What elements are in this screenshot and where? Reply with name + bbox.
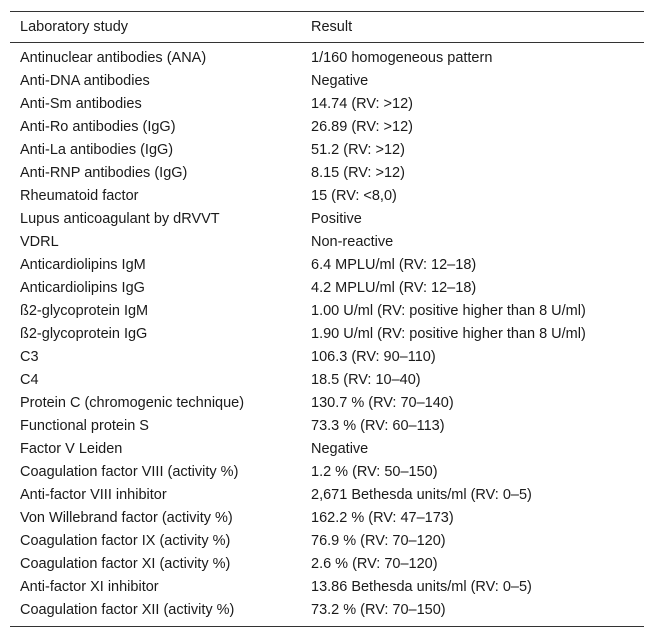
lab-results-table-container bbox=[10, 11, 644, 627]
table-row bbox=[10, 438, 644, 461]
cell-laboratory-study: Anti-RNP antibodies (IgG) bbox=[20, 165, 188, 181]
cell-result: 1.90 U/ml (RV: positive higher than 8 U/ml) bbox=[311, 326, 586, 342]
table-row bbox=[10, 323, 644, 346]
cell-result: 1/160 homogeneous pattern bbox=[311, 50, 493, 66]
table-row bbox=[10, 530, 644, 553]
table-header-row bbox=[10, 12, 644, 43]
cell-laboratory-study: Functional protein S bbox=[20, 418, 149, 434]
cell-laboratory-study: Anticardiolipins IgM bbox=[20, 257, 146, 273]
cell-result: 13.86 Bethesda units/ml (RV: 0–5) bbox=[311, 579, 532, 595]
cell-laboratory-study: Coagulation factor XII (activity %) bbox=[20, 602, 235, 618]
cell-laboratory-study: Factor V Leiden bbox=[20, 441, 123, 457]
cell-laboratory-study: Anti-La antibodies (IgG) bbox=[20, 142, 174, 158]
table-row bbox=[10, 254, 644, 277]
cell-laboratory-study: Protein C (chromogenic technique) bbox=[20, 395, 245, 411]
table-row bbox=[10, 576, 644, 599]
table-body bbox=[10, 43, 644, 627]
cell-laboratory-study: ß2-glycoprotein IgG bbox=[20, 326, 148, 342]
cell-laboratory-study: Coagulation factor IX (activity %) bbox=[20, 533, 231, 549]
cell-result: 4.2 MPLU/ml (RV: 12–18) bbox=[311, 280, 477, 296]
cell-laboratory-study: Coagulation factor XI (activity %) bbox=[20, 556, 231, 572]
cell-result: 8.15 (RV: >12) bbox=[311, 165, 405, 181]
table-row bbox=[10, 300, 644, 323]
table-row bbox=[10, 599, 644, 627]
cell-result: 130.7 % (RV: 70–140) bbox=[311, 395, 454, 411]
table-row bbox=[10, 507, 644, 530]
table-row bbox=[10, 116, 644, 139]
cell-result: Positive bbox=[311, 211, 362, 227]
cell-result: 18.5 (RV: 10–40) bbox=[311, 372, 421, 388]
table-row bbox=[10, 139, 644, 162]
table-row bbox=[10, 185, 644, 208]
cell-laboratory-study: Von Willebrand factor (activity %) bbox=[20, 510, 233, 526]
lab-results-table bbox=[10, 11, 644, 627]
cell-laboratory-study: Lupus anticoagulant by dRVVT bbox=[20, 211, 220, 227]
cell-result: 2.6 % (RV: 70–120) bbox=[311, 556, 438, 572]
cell-laboratory-study: Anti-DNA antibodies bbox=[20, 73, 150, 89]
header-laboratory-study: Laboratory study bbox=[20, 19, 129, 35]
cell-laboratory-study: Anticardiolipins IgG bbox=[20, 280, 145, 296]
cell-result: 76.9 % (RV: 70–120) bbox=[311, 533, 446, 549]
cell-laboratory-study: Rheumatoid factor bbox=[20, 188, 139, 204]
cell-laboratory-study: Anti-factor XI inhibitor bbox=[20, 579, 159, 595]
table-row bbox=[10, 484, 644, 507]
cell-result: 6.4 MPLU/ml (RV: 12–18) bbox=[311, 257, 477, 273]
table-row bbox=[10, 553, 644, 576]
cell-laboratory-study: VDRL bbox=[20, 234, 59, 250]
table-row bbox=[10, 231, 644, 254]
cell-result: 51.2 (RV: >12) bbox=[311, 142, 405, 158]
cell-laboratory-study: C3 bbox=[20, 349, 39, 365]
table-row bbox=[10, 43, 644, 71]
cell-result: Negative bbox=[311, 441, 369, 457]
cell-laboratory-study: Anti-Sm antibodies bbox=[20, 96, 142, 112]
cell-laboratory-study: Anti-Ro antibodies (IgG) bbox=[20, 119, 176, 135]
cell-result: 26.89 (RV: >12) bbox=[311, 119, 413, 135]
header-result: Result bbox=[311, 19, 353, 35]
cell-result: 1.2 % (RV: 50–150) bbox=[311, 464, 438, 480]
table-row bbox=[10, 70, 644, 93]
cell-result: 106.3 (RV: 90–110) bbox=[311, 349, 436, 365]
table-row bbox=[10, 461, 644, 484]
cell-laboratory-study: Coagulation factor VIII (activity %) bbox=[20, 464, 239, 480]
cell-laboratory-study: Antinuclear antibodies (ANA) bbox=[20, 50, 207, 66]
cell-laboratory-study: C4 bbox=[20, 372, 39, 388]
cell-result: 14.74 (RV: >12) bbox=[311, 96, 413, 112]
cell-result: Non-reactive bbox=[311, 234, 394, 250]
cell-laboratory-study: ß2-glycoprotein IgM bbox=[20, 303, 149, 319]
table-row bbox=[10, 93, 644, 116]
table-row bbox=[10, 277, 644, 300]
table-row bbox=[10, 346, 644, 369]
cell-result: 2,671 Bethesda units/ml (RV: 0–5) bbox=[311, 487, 532, 503]
cell-result: 73.3 % (RV: 60–113) bbox=[311, 418, 445, 434]
cell-result: 15 (RV: <8,0) bbox=[311, 188, 397, 204]
table-row bbox=[10, 208, 644, 231]
cell-result: 1.00 U/ml (RV: positive higher than 8 U/ml) bbox=[311, 303, 586, 319]
table-row bbox=[10, 392, 644, 415]
table-row bbox=[10, 162, 644, 185]
cell-result: Negative bbox=[311, 73, 369, 89]
table-row bbox=[10, 369, 644, 392]
cell-result: 73.2 % (RV: 70–150) bbox=[311, 602, 446, 618]
cell-result: 162.2 % (RV: 47–173) bbox=[311, 510, 454, 526]
cell-laboratory-study: Anti-factor VIII inhibitor bbox=[20, 487, 167, 503]
table-row bbox=[10, 415, 644, 438]
